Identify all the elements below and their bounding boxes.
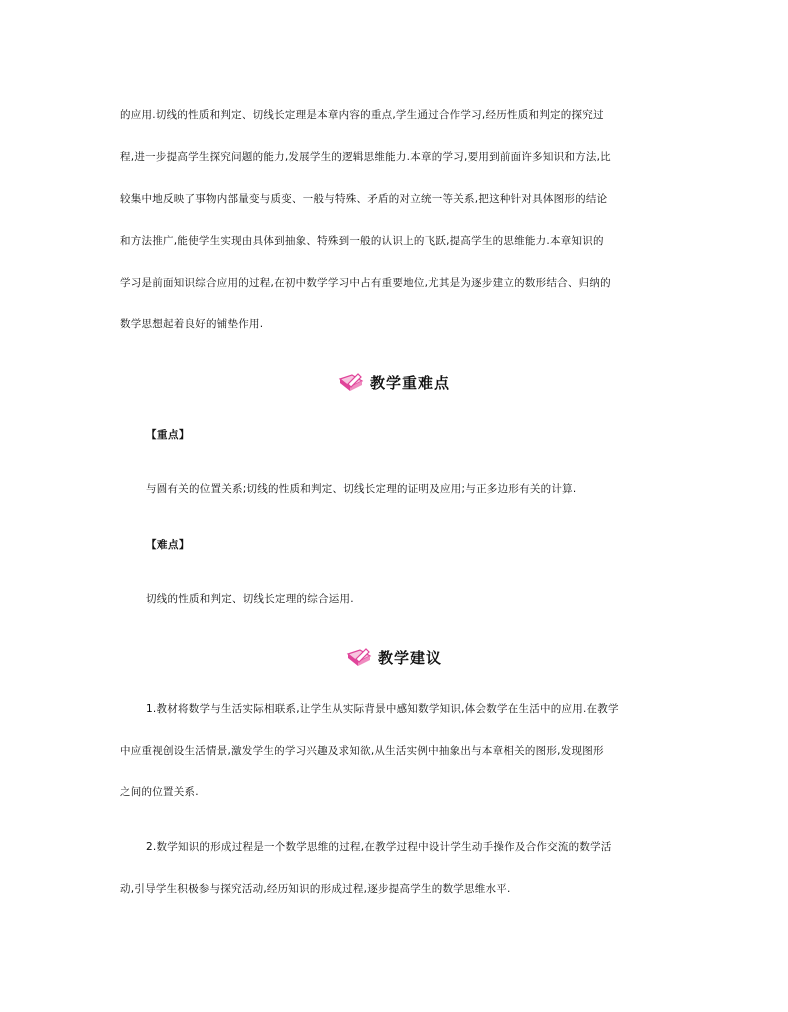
text-line: 学习是前面知识综合应用的过程,在初中数学学习中占有重要地位,尤其是为逐步建立的数形结合、归纳的 [120, 277, 611, 289]
text-line: 数学思想起着良好的铺垫作用. [120, 318, 264, 330]
difficult-points-label: 【难点】 [146, 539, 190, 551]
text-line: 中应重视创设生活情景,激发学生的学习兴趣及求知欲,从生活实例中抽象出与本章相关的图形,发现图形 [120, 745, 604, 757]
text-line: 1.教材将数学与生活实际相联系,让学生从实际背景中感知数学知识,体会数学在生活中的应用.在教学 [146, 703, 619, 715]
text-line: 程,进一步提高学生探究问题的能力,发展学生的逻辑思维能力.本章的学习,要用到前面许多知识和方法,比 [120, 151, 611, 163]
text-line: 较集中地反映了事物内部量变与质变、一般与特殊、矛盾的对立统一等关系,把这种针对具体图形的结论 [120, 193, 608, 205]
text-line: 之间的位置关系. [120, 786, 199, 798]
pencil-paper-icon [346, 646, 372, 668]
text-line: 的应用.切线的性质和判定、切线长定理是本章内容的重点,学生通过合作学习,经历性质和判定的探究过 [120, 109, 604, 121]
pencil-paper-icon [338, 371, 364, 393]
text-line: 和方法推广,能使学生实现由具体到抽象、特殊到一般的认识上的飞跃,提高学生的思维能力.本章知识的 [120, 235, 604, 247]
difficult-points-text: 切线的性质和判定、切线长定理的综合运用. [146, 593, 354, 605]
text-line: 动,引导学生积极参与探究活动,经历知识的形成过程,逐步提高学生的数学思维水平. [120, 883, 511, 895]
section-title: 教学重难点 [369, 373, 450, 392]
key-points-label: 【重点】 [146, 429, 190, 441]
section-title: 教学建议 [377, 648, 442, 667]
section-heading-key-points [0, 368, 788, 396]
key-points-text: 与圆有关的位置关系;切线的性质和判定、切线长定理的证明及应用;与正多边形有关的计算. [146, 483, 577, 495]
text-line: 2.数学知识的形成过程是一个数学思维的过程,在教学过程中设计学生动手操作及合作交流的数学活 [146, 841, 612, 853]
section-heading-suggestions [0, 643, 788, 671]
